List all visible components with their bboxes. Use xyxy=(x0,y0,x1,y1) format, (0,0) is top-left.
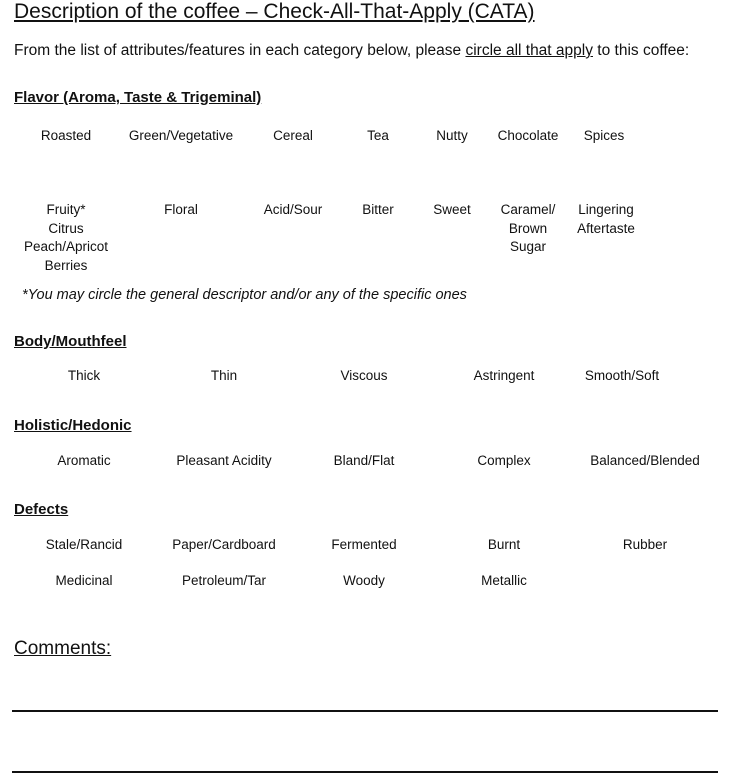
holistic-aromatic[interactable]: Aromatic xyxy=(57,453,111,468)
flavor-lingering-aftertaste[interactable] xyxy=(577,201,635,238)
body-thick[interactable]: Thick xyxy=(67,368,101,383)
flavor-bitter[interactable]: Bitter xyxy=(362,202,394,217)
holistic-heading: Holistic/Hedonic xyxy=(14,417,132,434)
flavor-caramel-brown-sugar[interactable] xyxy=(501,201,556,257)
comments-label: Comments: xyxy=(14,638,112,659)
flavor-chocolate[interactable]: Chocolate xyxy=(497,128,559,143)
defect-rubber[interactable]: Rubber xyxy=(622,537,668,552)
body-thin[interactable]: Thin xyxy=(210,368,238,383)
flavor-fruity-group xyxy=(24,201,108,275)
defect-paper-cardboard[interactable]: Paper/Cardboard xyxy=(172,537,276,552)
flavor-fruity[interactable]: Fruity* xyxy=(46,202,86,217)
flavor-peach-apricot[interactable]: Peach/Apricot xyxy=(23,239,109,254)
flavor-citrus[interactable]: Citrus xyxy=(48,220,84,236)
defect-medicinal[interactable]: Medicinal xyxy=(55,573,113,588)
flavor-sweet[interactable]: Sweet xyxy=(433,202,471,217)
flavor-acid-sour[interactable]: Acid/Sour xyxy=(263,202,323,217)
defect-woody[interactable]: Woody xyxy=(343,573,385,588)
holistic-balanced-blended[interactable]: Balanced/Blended xyxy=(590,453,700,468)
flavor-cereal[interactable]: Cereal xyxy=(273,128,313,143)
comment-line-2[interactable] xyxy=(12,771,718,773)
instructions-emphasis: circle all that apply xyxy=(465,42,593,59)
holistic-complex[interactable]: Complex xyxy=(477,453,531,468)
defects-heading: Defects xyxy=(14,501,69,518)
flavor-caramel-line-2: Brown xyxy=(508,220,548,236)
flavor-footnote: *You may circle the general descriptor and/or any of the specific ones xyxy=(22,287,467,303)
flavor-floral[interactable]: Floral xyxy=(164,202,198,217)
body-smooth-soft[interactable]: Smooth/Soft xyxy=(584,368,660,383)
flavor-caramel-line-1: Caramel/ xyxy=(500,202,556,217)
instructions-text: From the list of attributes/features in each category below, please xyxy=(14,42,466,59)
form-title: Description of the coffee – Check-All-That-Apply (CATA) xyxy=(14,0,535,23)
flavor-lingering-line-2: Aftertaste xyxy=(577,220,635,236)
flavor-roasted[interactable]: Roasted xyxy=(40,128,92,143)
defect-petroleum-tar[interactable]: Petroleum/Tar xyxy=(181,573,267,588)
flavor-tea[interactable]: Tea xyxy=(367,128,389,143)
flavor-spices[interactable]: Spices xyxy=(583,128,625,143)
defect-metallic[interactable]: Metallic xyxy=(481,573,527,588)
defect-fermented[interactable]: Fermented xyxy=(331,537,397,552)
instructions xyxy=(14,42,689,60)
body-astringent[interactable]: Astringent xyxy=(473,368,535,383)
comment-line-1[interactable] xyxy=(12,710,718,712)
flavor-green-vegetative[interactable]: Green/Vegetative xyxy=(128,128,234,143)
body-heading: Body/Mouthfeel xyxy=(14,333,127,350)
body-viscous[interactable]: Viscous xyxy=(340,368,388,383)
flavor-lingering-line-1: Lingering xyxy=(578,202,634,217)
flavor-nutty[interactable]: Nutty xyxy=(436,128,468,143)
flavor-berries[interactable]: Berries xyxy=(44,257,88,273)
defect-stale-rancid[interactable]: Stale/Rancid xyxy=(45,537,123,552)
flavor-heading: Flavor (Aroma, Taste & Trigeminal) xyxy=(14,89,262,106)
defect-burnt[interactable]: Burnt xyxy=(487,537,521,552)
holistic-pleasant-acidity[interactable]: Pleasant Acidity xyxy=(176,453,272,468)
instructions-text-end: to this coffee: xyxy=(592,42,690,59)
flavor-caramel-line-3: Sugar xyxy=(509,239,547,254)
holistic-bland-flat[interactable]: Bland/Flat xyxy=(333,453,395,468)
